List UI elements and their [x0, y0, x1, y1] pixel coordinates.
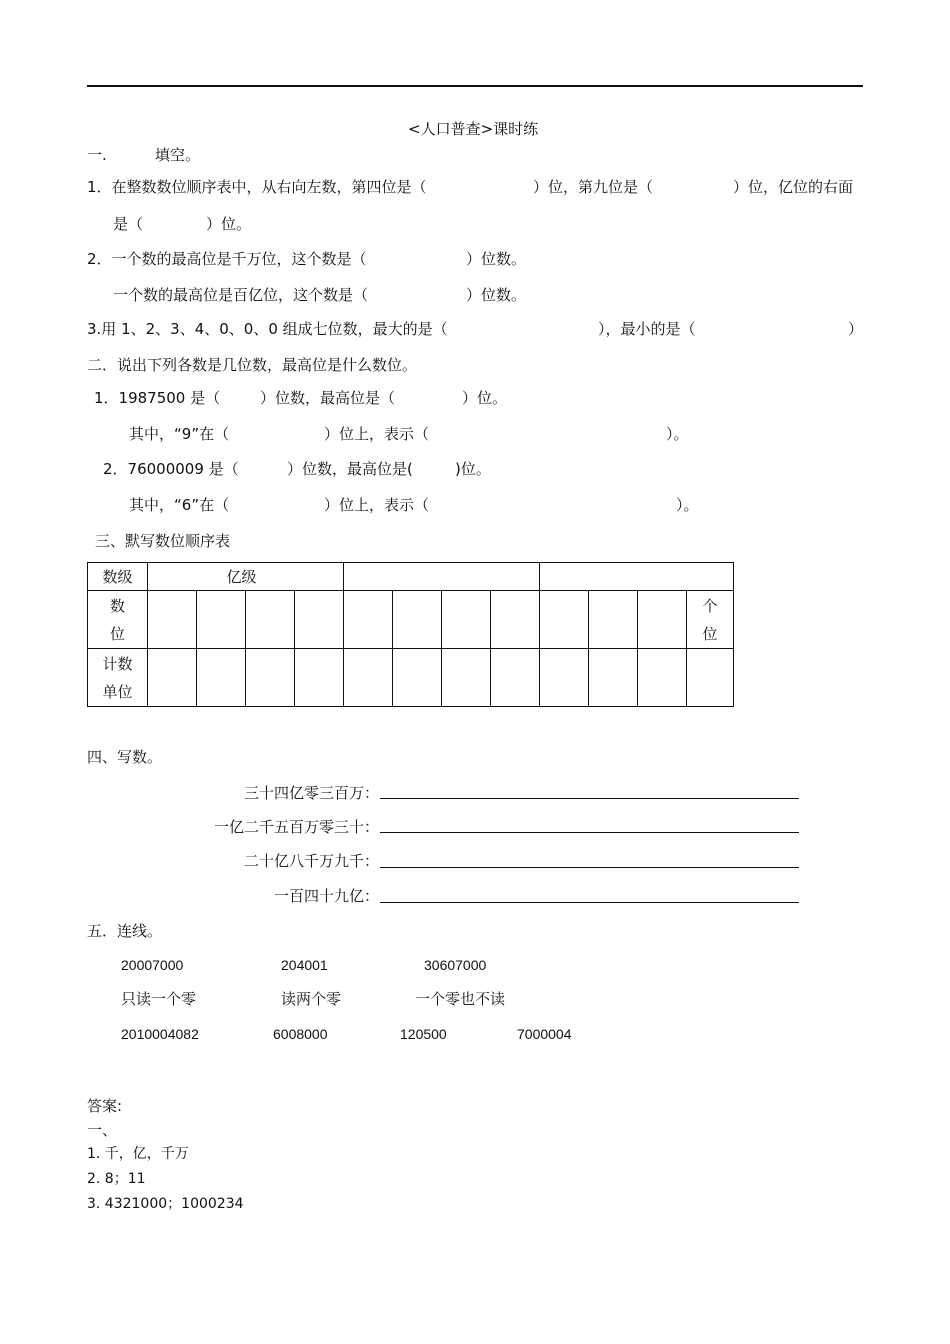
answers-heading: 答案:	[87, 1097, 123, 1115]
row-label-unit-b: 单位	[102, 682, 133, 701]
s2-q1-mid: ）位数，最高位是（	[260, 389, 396, 407]
s2-q1-post: ）位。	[462, 389, 508, 407]
match-number[interactable]: 6008000	[273, 1026, 328, 1042]
match-category[interactable]: 一个零也不读	[415, 990, 506, 1008]
sec4-heading: 四、写数。	[87, 748, 163, 766]
s2-q2b-post: ）。	[676, 496, 699, 514]
q3-pre: 3.用 1、2、3、4、0、0、0 组成七位数，最大的是（	[87, 320, 448, 338]
ones-place-cell	[687, 591, 734, 649]
unit-cell[interactable]	[246, 649, 295, 707]
place-cell[interactable]	[344, 591, 393, 649]
s2-q2-post: )位。	[455, 460, 491, 478]
yi-level-label: 亿级	[226, 568, 257, 586]
write-item-3: 二十亿八千万九千：	[243, 852, 379, 870]
write-item-2: 一亿二千五百万零三十：	[213, 818, 379, 836]
unit-cell[interactable]	[148, 649, 197, 707]
place-cell[interactable]	[197, 591, 246, 649]
s2-q1-pre: 1．1987500 是（	[94, 389, 221, 407]
place-cell[interactable]	[442, 591, 491, 649]
write-item-4: 一百四十九亿：	[273, 887, 379, 905]
row-label-level: 数级	[88, 563, 148, 591]
unit-cell[interactable]	[197, 649, 246, 707]
q3-post: ）	[848, 320, 864, 338]
answer-2: 2. 8；11	[87, 1171, 146, 1187]
place-cell[interactable]	[491, 591, 540, 649]
place-cell[interactable]	[148, 591, 197, 649]
q2b-post: ）位数。	[466, 286, 527, 304]
place-cell[interactable]	[589, 591, 638, 649]
unit-cell[interactable]	[589, 649, 638, 707]
match-number[interactable]: 20007000	[121, 957, 184, 973]
match-number[interactable]: 2010004082	[121, 1026, 199, 1042]
q2a-post: ）位数。	[466, 250, 527, 268]
yi-level-cell[interactable]	[148, 563, 344, 591]
unit-cell[interactable]	[491, 649, 540, 707]
place-cell[interactable]	[393, 591, 442, 649]
sec3-heading: 三、默写数位顺序表	[95, 532, 231, 550]
row-label-unit	[88, 649, 148, 707]
wan-level-cell[interactable]	[344, 563, 540, 591]
s2-q2b-mid: ）位上，表示（	[324, 496, 430, 514]
row-label-place	[88, 591, 148, 649]
q2b-pre: 一个数的最高位是百亿位，这个数是（	[113, 286, 369, 304]
s2-q2-mid: ）位数，最高位是(	[287, 460, 413, 478]
match-number[interactable]: 120500	[400, 1026, 447, 1042]
match-number[interactable]: 30607000	[424, 957, 487, 973]
row-label-place-a: 数	[109, 596, 125, 615]
place-cell[interactable]	[540, 591, 589, 649]
top-rule	[87, 85, 863, 87]
q2a-pre: 2．一个数的最高位是千万位，这个数是（	[87, 250, 367, 268]
answer-3: 3. 4321000；1000234	[87, 1196, 244, 1212]
q3-mid: ），最小的是（	[598, 320, 696, 338]
row-label-unit-a: 计数	[102, 654, 133, 673]
match-category[interactable]: 只读一个零	[121, 990, 197, 1008]
place-cell[interactable]	[246, 591, 295, 649]
s2-q2b-pre: 其中，“6”在（	[129, 496, 230, 514]
write-line-1[interactable]	[380, 798, 799, 799]
answers-section: 一、	[87, 1121, 118, 1139]
ones-place-a: 个	[702, 596, 718, 615]
answer-1: 1. 千，亿，千万	[87, 1146, 189, 1162]
unit-cell[interactable]	[540, 649, 589, 707]
s2-q1b-pre: 其中，“9”在（	[129, 425, 230, 443]
page-title: <人口普查>课时练	[408, 120, 539, 138]
q1a-mid1: ）位，第九位是（	[533, 178, 654, 196]
unit-cell[interactable]	[442, 649, 491, 707]
write-line-4[interactable]	[380, 902, 799, 903]
sec1-heading-num: 一.	[87, 146, 107, 164]
sec2-heading: 二．说出下列各数是几位数，最高位是什么数位。	[87, 356, 418, 374]
q1b-post: ）位。	[206, 215, 252, 233]
match-number[interactable]: 7000004	[517, 1026, 572, 1042]
write-line-3[interactable]	[380, 867, 799, 868]
match-number[interactable]: 204001	[281, 957, 328, 973]
s2-q2-pre: 2．76000009 是（	[103, 460, 239, 478]
match-category[interactable]: 读两个零	[281, 990, 342, 1008]
unit-cell[interactable]	[344, 649, 393, 707]
sec5-heading: 五．连线。	[87, 922, 163, 940]
q1b-pre: 是（	[113, 215, 144, 233]
unit-cell[interactable]	[638, 649, 687, 707]
s2-q1b-post: ）。	[666, 425, 689, 443]
unit-cell[interactable]	[687, 649, 734, 707]
place-cell[interactable]	[295, 591, 344, 649]
sec1-heading-text: 填空。	[155, 146, 201, 164]
write-item-1: 三十四亿零三百万：	[243, 784, 379, 802]
place-cell[interactable]	[638, 591, 687, 649]
q1a-pre: 1．在整数数位顺序表中，从右向左数，第四位是（	[87, 178, 427, 196]
q1a-mid2: ）位，亿位的右面	[733, 178, 854, 196]
unit-cell[interactable]	[295, 649, 344, 707]
ones-place-b: 位	[702, 624, 718, 643]
s2-q1b-mid: ）位上，表示（	[324, 425, 430, 443]
ge-level-cell[interactable]	[540, 563, 734, 591]
row-label-place-b: 位	[109, 624, 125, 643]
place-value-table	[87, 562, 734, 707]
write-line-2[interactable]	[380, 832, 799, 833]
unit-cell[interactable]	[393, 649, 442, 707]
